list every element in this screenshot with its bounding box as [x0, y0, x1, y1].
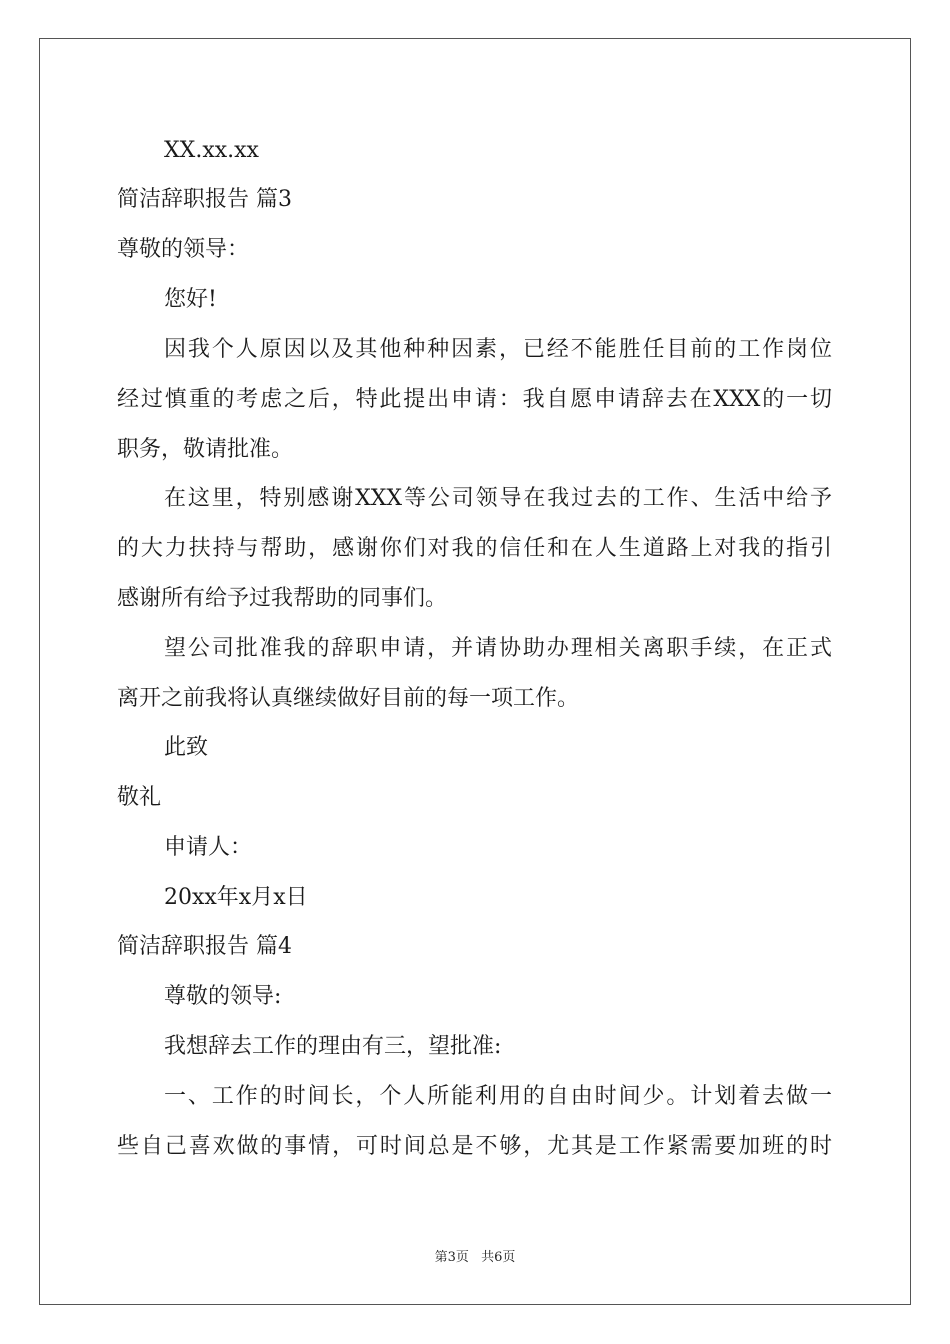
paragraph-line: 离开之前我将认真继续做好目前的每一项工作。	[117, 686, 580, 711]
signature-date: 20xx年x月x日	[164, 885, 308, 910]
paragraph-line: 因我个人原因以及其他种种因素，已经不能胜任目前的工作岗位	[164, 337, 832, 362]
regards: 敬礼	[117, 785, 162, 810]
paragraph-line: 在这里，特别感谢XXX等公司领导在我过去的工作、生活中给予	[164, 486, 832, 511]
paragraph-line: 感谢所有给予过我帮助的同事们。	[117, 586, 448, 611]
paragraph-line: 的大力扶持与帮助，感谢你们对我的信任和在人生道路上对我的指引	[117, 536, 832, 561]
page-number: 第3页	[434, 1250, 469, 1265]
paragraph-line: 一、工作的时间长，个人所能利用的自由时间少。计划着去做一	[164, 1084, 832, 1109]
section-heading-4: 简洁辞职报告 篇4	[117, 934, 292, 959]
page-footer	[0, 1246, 950, 1265]
paragraph-line: 望公司批准我的辞职申请，并请协助办理相关离职手续，在正式	[164, 636, 832, 661]
salutation: 尊敬的领导：	[117, 237, 250, 262]
date-line: XX.xx.xx	[164, 138, 259, 163]
section-heading-3: 简洁辞职报告 篇3	[117, 187, 292, 212]
paragraph-line: 经过慎重的考虑之后，特此提出申请：我自愿申请辞去在XXX的一切	[117, 387, 832, 412]
paragraph-line: 我想辞去工作的理由有三，望批准:	[164, 1034, 502, 1059]
greeting: 您好!	[164, 287, 217, 312]
closing: 此致	[164, 735, 209, 760]
page-border	[39, 38, 911, 1305]
applicant-label: 申请人：	[164, 835, 253, 860]
salutation: 尊敬的领导:	[164, 984, 282, 1009]
paragraph-line: 职务，敬请批准。	[117, 437, 294, 462]
page-total: 共6页	[481, 1250, 516, 1265]
paragraph-line: 些自己喜欢做的事情，可时间总是不够，尤其是工作紧需要加班的时	[117, 1134, 832, 1159]
